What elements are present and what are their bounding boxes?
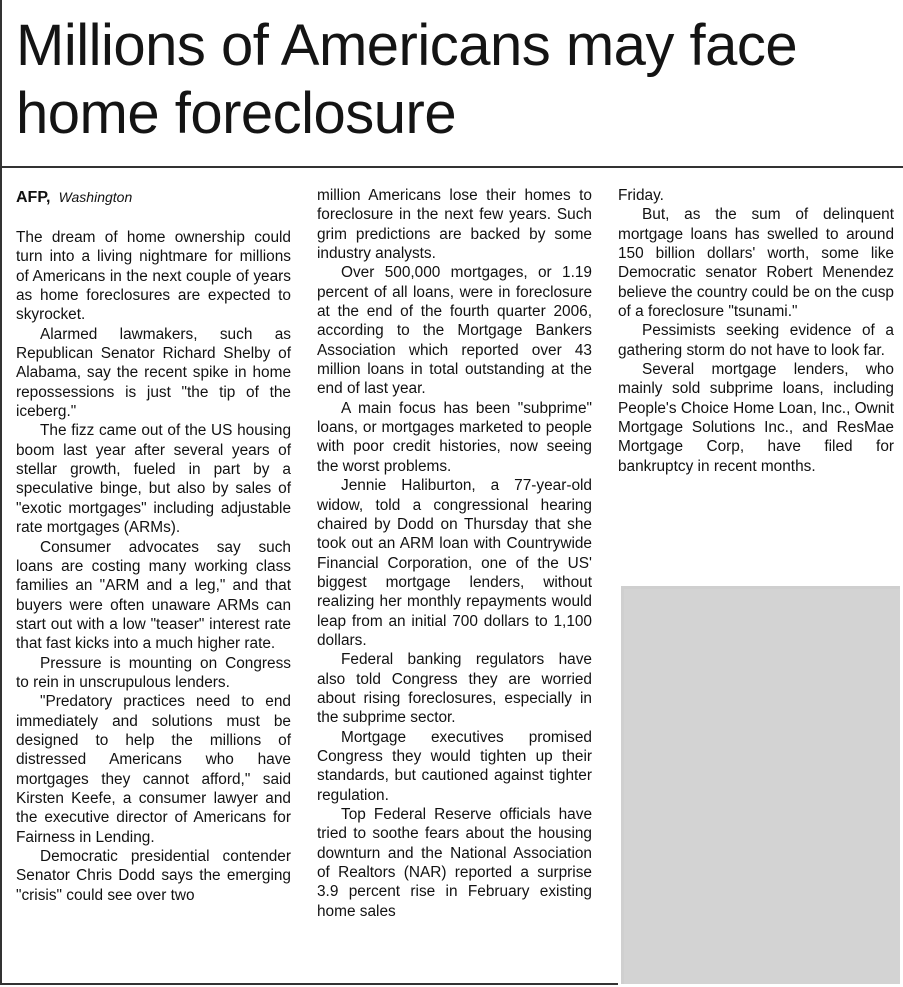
article-column-2 [317, 186, 592, 921]
headline-rule [0, 166, 903, 168]
paragraph: Over 500,000 mortgages, or 1.19 percent of all loans, were in foreclosure at the end of the fourth quarter 2006, according to the Mortgage Bankers Association which reported over 43 million loans in total outstanding at the end of last year. [317, 264, 592, 398]
paragraph: Democratic presidential contender Senator Chris Dodd says the emerging "crisis" could see over two [16, 848, 291, 904]
paragraph-continued: Friday. [618, 187, 664, 204]
byline-agency: AFP, [16, 189, 51, 206]
paragraph: Mortgage executives promised Congress they would tighten up their standards, but cautioned against tighter regulation. [317, 728, 592, 804]
paragraph: A main focus has been "subprime" loans, or mortgages marketed to people with poor credit histories, now seeing the worst problems. [317, 399, 592, 475]
paragraph: Pressure is mounting on Congress to rein in unscrupulous lenders. [16, 654, 291, 691]
paragraph: "Predatory practices need to end immediately and solutions must be designed to help the millions of distressed Americans who have mortgages they cannot afford," said Kirsten Keefe, a consumer lawyer and the executive director of Americans for Fairness in Lending. [16, 693, 291, 846]
paragraph: Several mortgage lenders, who mainly sold subprime loans, including People's Choice Home Loan, Inc., Ownit Mortgage Solutions Inc., and ResMae Mortgage Corp, have filed for bankruptcy in recent months. [618, 361, 894, 475]
article-column-1 [16, 186, 291, 905]
paragraph: Pessimists seeking evidence of a gathering storm do not have to look far. [618, 322, 894, 359]
photo-placeholder [618, 583, 903, 987]
byline-place: Washington [58, 189, 133, 205]
paragraph: Consumer advocates say such loans are costing many working class families an "ARM and a leg," and that buyers were often unaware ARMs can start out with a low "teaser" interest rate that fast kicks into a much higher rate. [16, 538, 291, 653]
paragraph: The dream of home ownership could turn into a living nightmare for millions of Americans in the next couple of years as home foreclosures are expected to skyrocket. [16, 229, 291, 324]
paragraph: Federal banking regulators have also told Congress they are worried about rising foreclosures, especially in the subprime sector. [317, 651, 592, 727]
paragraph: The fizz came out of the US housing boom last year after several years of stellar growth, fueled in part by a speculative binge, but also by sales of "exotic mortgages" including adjustable rate mortgages (ARMs). [16, 422, 291, 537]
paragraph: Jennie Haliburton, a 77-year-old widow, told a congressional hearing chaired by Dodd on Thursday that she took out an ARM loan with Countrywide Financial Corporation, one of the US' biggest mortgage lenders, without realizing her monthly repayments would leap from an initial 700 dollars to 1,100 dollars. [317, 477, 592, 649]
paragraph: Alarmed lawmakers, such as Republican Senator Richard Shelby of Alabama, say the recent spike in home repossessions is just "the tip of the iceberg." [16, 325, 291, 421]
paragraph: But, as the sum of delinquent mortgage loans has swelled to around 150 billion dollars' worth, some like Democratic senator Robert Menendez believe the country could be on the cusp of a foreclosure "tsunami." [618, 206, 894, 321]
headline: Millions of Americans may face home foreclosure [16, 13, 798, 146]
photo-area [624, 589, 900, 984]
paragraph: Top Federal Reserve officials have tried to soothe fears about the housing downturn and the National Association of Realtors (NAR) reported a surprise 3.9 percent rise in February existing home sales [317, 806, 592, 920]
byline [16, 186, 291, 209]
article-column-3 [618, 186, 894, 476]
paragraph-continued: million Americans lose their homes to foreclosure in the next few years. Such grim predictions are backed by some industry analysts. [317, 187, 592, 263]
